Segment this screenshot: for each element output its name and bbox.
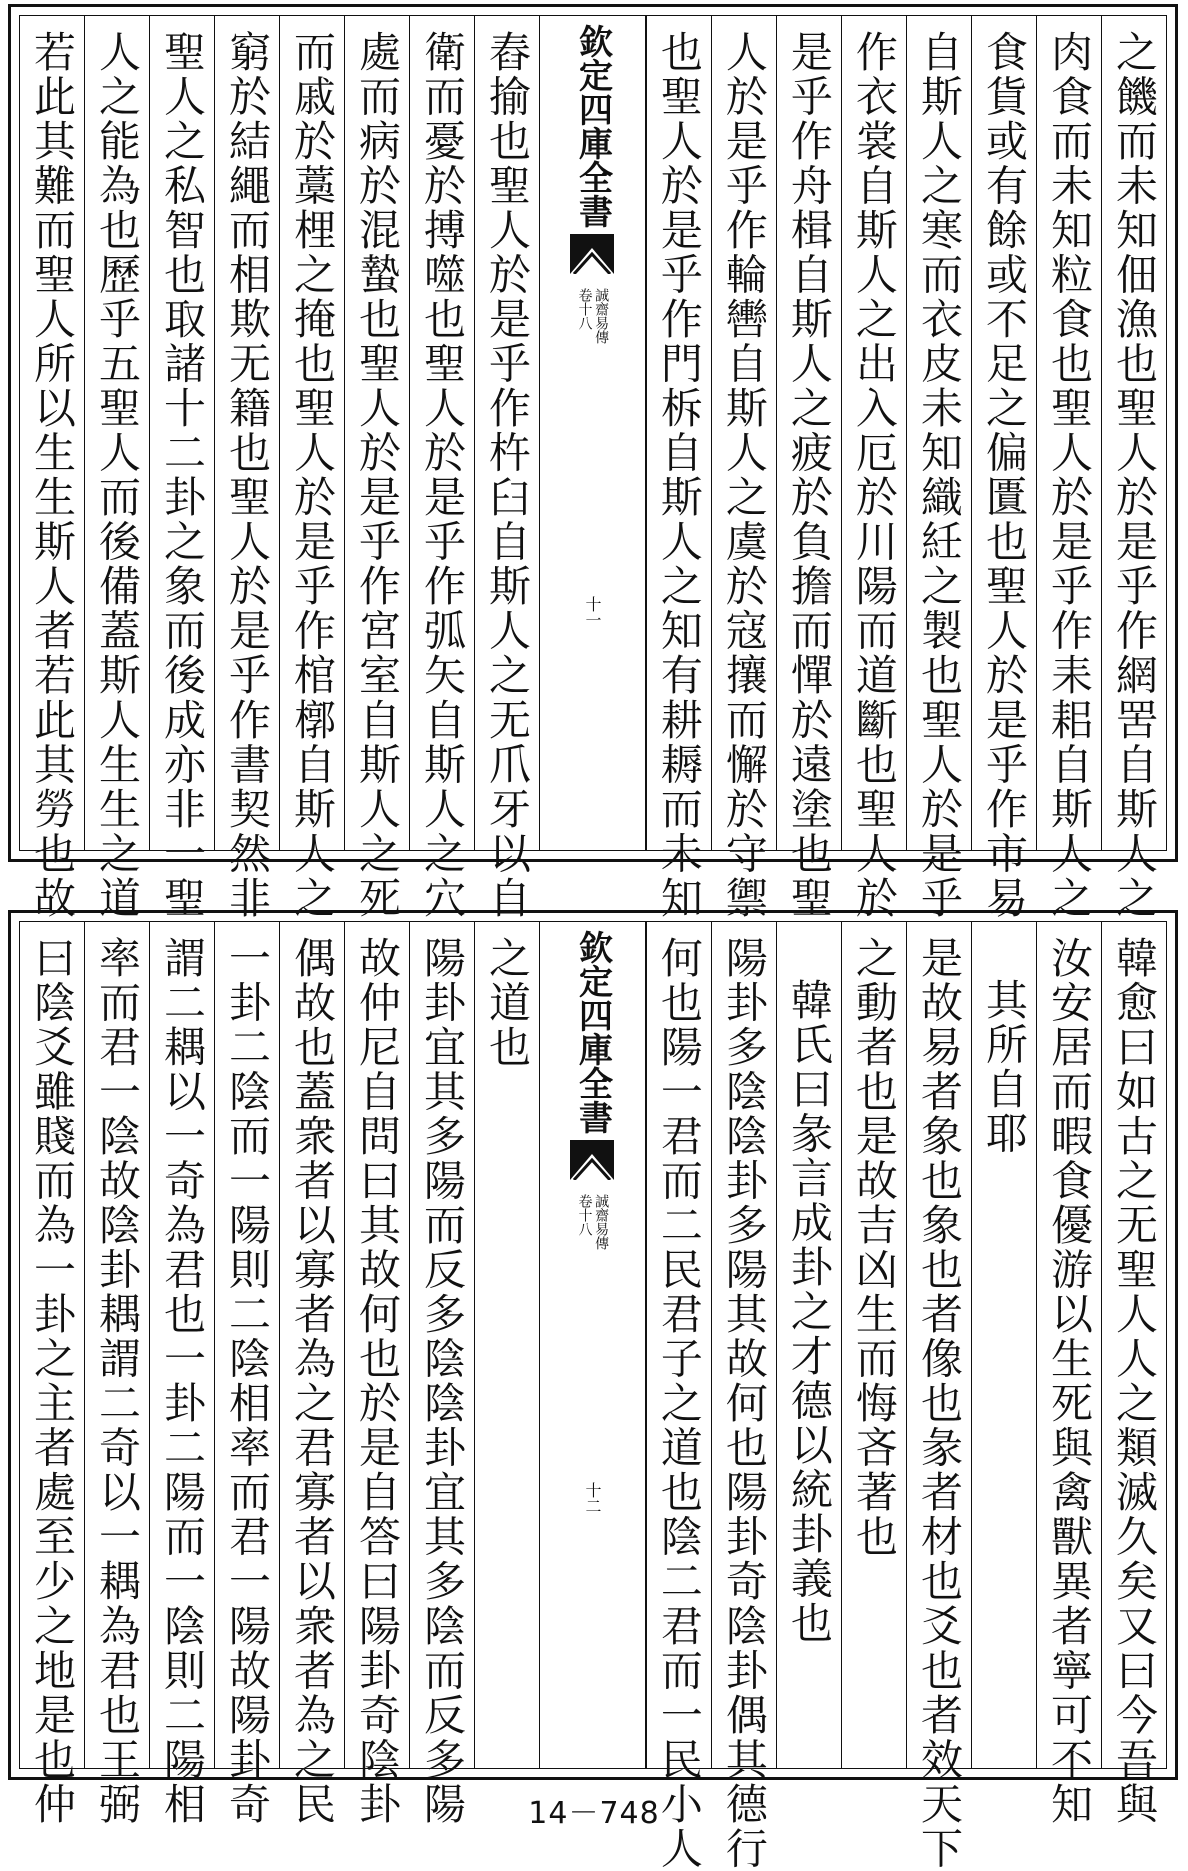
fishtail-mark-icon: [570, 234, 614, 274]
volume-label: [577, 1194, 608, 1250]
center-fold-column: [539, 16, 646, 850]
text-column: 陽卦宜其多陽而反多陰陰卦宜其多陰而反多陽: [409, 922, 474, 1768]
volume-label: [577, 288, 608, 344]
text-column: 韓愈曰如古之无聖人人之類滅久矣又曰今吾與: [1101, 922, 1166, 1768]
text-column: 肉食而未知粒食也聖人於是乎作耒耜自斯人之: [1036, 16, 1101, 850]
fishtail-mark-icon: [570, 1140, 614, 1180]
text-column: 人於是乎作輪轡自斯人之虞於寇攘而懈於守禦: [711, 16, 776, 850]
text-column: 何也陽一君而二民君子之道也陰二君而一民小人: [646, 922, 711, 1768]
text-column: 人之能為也歷乎五聖人而後備蓋斯人生生之道: [84, 16, 149, 850]
text-column: 聖人之私智也取諸十二卦之象而後成亦非一聖: [149, 16, 214, 850]
volume-number: 卷十八: [576, 1194, 593, 1236]
text-column: 汝安居而暇食優游以生死與禽獸異者寧可不知: [1036, 922, 1101, 1768]
text-column: 處而病於混蟄也聖人於是乎作宮室自斯人之死: [344, 16, 409, 850]
page-number: 14－748: [528, 1796, 660, 1831]
column-grid: [20, 16, 1166, 921]
text-column: 自斯人之寒而衣皮未知織紝之製也聖人於是乎: [906, 16, 971, 850]
leaf-number: 十二: [582, 1482, 602, 1514]
text-column: 是故易者象也象也者像也彖者材也爻也者效天下: [906, 922, 971, 1768]
text-column: 其所自耶: [971, 922, 1036, 1768]
text-column: 偶故也蓋衆者以寡者為之君寡者以衆者為之民: [279, 922, 344, 1768]
text-column: 是乎作舟楫自斯人之疲於負擔而憚於遠塗也聖: [776, 16, 841, 850]
volume-number: 卷十八: [576, 288, 593, 330]
book-title: 欽定四庫全書: [572, 24, 613, 228]
text-column: 一卦二陰而一陽則二陰相率而君一陽故陽卦奇: [214, 922, 279, 1768]
text-column: 若此其難而聖人所以生生斯人者若此其勞也故: [27, 30, 77, 921]
text-column: 也聖人於是乎作門柝自斯人之知有耕耨而未知: [646, 16, 711, 850]
leaf-number: 十一: [582, 596, 602, 628]
text-column: 故仲尼自問曰其故何也於是自答曰陽卦奇陰卦: [344, 922, 409, 1768]
page-leaf-top: [8, 4, 1178, 921]
page-frame: [19, 15, 1167, 921]
work-title: 誠齋易傳: [593, 288, 610, 344]
text-column: 曰陰爻雖賤而為一卦之主者處至少之地是也仲: [27, 936, 77, 1827]
text-column: 之動者也是故吉凶生而悔吝著也: [841, 922, 906, 1768]
book-title: 欽定四庫全書: [572, 930, 613, 1134]
text-column: 陽卦多陰陰卦多陽其故何也陽卦奇陰卦偶其德行: [711, 922, 776, 1768]
work-title: 誠齋易傳: [593, 1194, 610, 1250]
center-fold-column: [539, 922, 646, 1768]
text-column: 率而君一陰故陰卦耦謂二奇以一耦為君也王弼: [84, 922, 149, 1768]
text-column: 作衣裳自斯人之出入厄於川陽而道斷也聖人於: [841, 16, 906, 850]
text-column: 之道也: [474, 922, 539, 1768]
text-column: 食貨或有餘或不足之偏匱也聖人於是乎作市易: [971, 16, 1036, 850]
text-column: 衛而憂於搏噬也聖人於是乎作弧矢自斯人之穴: [409, 16, 474, 850]
text-column: 而戚於藁梩之掩也聖人於是乎作棺槨自斯人之: [279, 16, 344, 850]
text-column: 韓氏曰彖言成卦之才德以統卦義也: [776, 922, 841, 1768]
text-column: 謂二耦以一奇為君也一卦二陽而一陰則二陽相: [149, 922, 214, 1768]
text-column: 窮於結繩而相欺无籍也聖人於是乎作書契然非: [214, 16, 279, 850]
text-column: 之饑而未知佃漁也聖人於是乎作網罟自斯人之: [1101, 16, 1166, 850]
text-column: 舂揄也聖人於是乎作杵臼自斯人之无爪牙以自: [474, 16, 539, 850]
